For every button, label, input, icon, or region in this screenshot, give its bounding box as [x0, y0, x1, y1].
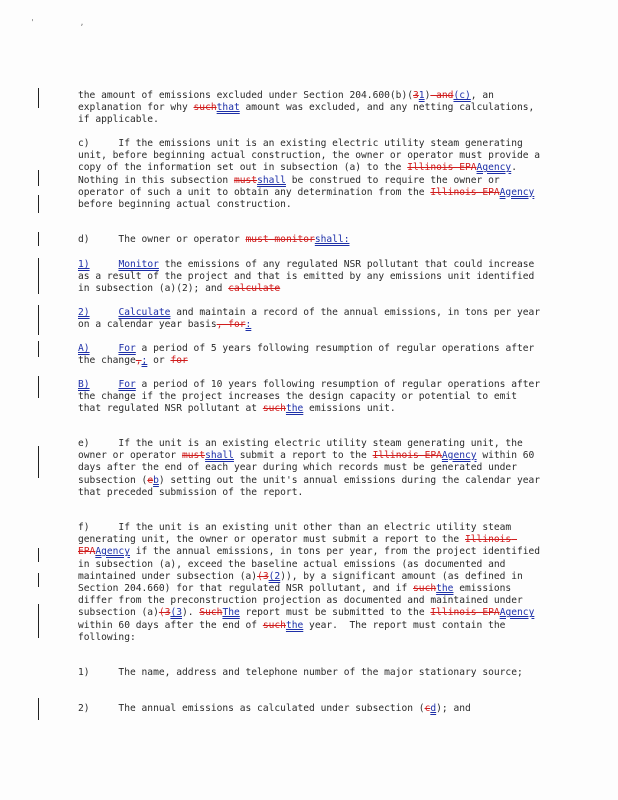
- inserted-text: b: [153, 474, 159, 486]
- change-bar: [38, 548, 39, 562]
- change-bar: [38, 698, 39, 720]
- inserted-text: Agency: [499, 186, 535, 198]
- deleted-text: must monitor: [245, 234, 315, 245]
- body-text: a period of 5 years following resumption of regular operations after the change: [78, 343, 541, 367]
- paragraph-f: [78, 522, 544, 644]
- body-text: a period of 10 years following resumption of regular operations after the change if the project increases the design capacity or potential to emit that regulated NSR pollutant at: [78, 379, 546, 415]
- body-text: c) If the emissions unit is an existing electric utility steam generating unit, before beginning actual construction, the owner or operator must provide a copy of the information set out in subsection (a) to the: [78, 138, 546, 174]
- inserted-text: Agency: [499, 607, 535, 619]
- paragraph-c: [78, 138, 544, 211]
- change-bar: [38, 305, 39, 335]
- deleted-text: and: [430, 90, 454, 101]
- paragraph-d-2-a: [78, 343, 544, 367]
- deleted-text: calculate: [228, 283, 281, 295]
- deleted-text: ,: [135, 355, 142, 367]
- paragraph-e: [78, 438, 544, 499]
- item-number: B): [78, 379, 90, 390]
- body-text: [90, 343, 119, 354]
- paragraph-continuation: [78, 90, 544, 127]
- inserted-text: shall: [257, 174, 286, 186]
- deleted-text: must: [233, 174, 258, 186]
- inserted-text: :: [245, 319, 252, 331]
- scan-marks: ' ,: [30, 18, 105, 27]
- body-text: the emissions of any regulated NSR pollutant that could increase as a result of the project and that is emitted by any emissions unit identified in subsection (a)(2); and: [78, 259, 541, 295]
- deleted-text: Such: [199, 607, 223, 619]
- body-text: ): [424, 90, 431, 101]
- inserted-text: Agency: [441, 450, 477, 462]
- body-text: year. The report must contain the following:: [78, 619, 512, 643]
- deleted-text: for: [170, 355, 188, 367]
- deleted-text: (3: [257, 570, 269, 582]
- inserted-text: For: [118, 343, 136, 354]
- body-text: . Nothing in this subsection: [78, 162, 529, 186]
- body-text: the amount of emissions excluded under Section 204.600(b)(: [78, 90, 414, 101]
- paragraph-d-1: [78, 259, 544, 296]
- change-bar: [38, 376, 39, 398]
- body-text: amount was excluded, and any netting calculations, if applicable.: [78, 102, 541, 126]
- item-number: A): [78, 343, 90, 354]
- inserted-text: (2: [268, 570, 281, 582]
- deleted-text: e: [147, 474, 154, 486]
- inserted-text: Agency: [476, 162, 512, 174]
- body-text: 1) The name, address and telephone number of the major stationary source;: [78, 667, 523, 678]
- inserted-text: the: [285, 619, 304, 631]
- deleted-text: Illinois EPA: [407, 162, 477, 174]
- body-text: emissions differ from the preconstruction projection as documented and maintained under subsection (a): [78, 583, 529, 619]
- change-bar: [38, 604, 39, 638]
- deleted-text: 3: [413, 90, 419, 101]
- body-text: d) The owner or operator: [78, 234, 246, 245]
- body-text: if the annual emissions, in tons per year, from the project identified in subsection (a), exceed the baseline actual emissions (as documented and maintained under subsection (a): [78, 546, 546, 582]
- change-bar: [38, 341, 39, 357]
- body-text: or: [147, 355, 171, 367]
- change-bar: [38, 446, 39, 478]
- deleted-text: Illinois EPA: [78, 534, 517, 558]
- body-text: [90, 379, 119, 390]
- item-number: 1): [78, 259, 90, 270]
- change-bar: [38, 170, 39, 186]
- inserted-text: Monitor: [118, 259, 159, 270]
- inserted-text: ;: [141, 355, 148, 367]
- body-text: within 60 days after the end of each year during which records must be generated under subsection (: [78, 450, 541, 486]
- body-text: submit a report to the: [233, 450, 373, 462]
- paragraph-f-2: [78, 703, 544, 715]
- change-bar: [38, 232, 39, 246]
- paragraph-d-2: [78, 307, 544, 331]
- body-text: ); and: [436, 703, 471, 714]
- body-text: [90, 259, 119, 270]
- inserted-text: that: [216, 102, 240, 114]
- deleted-text: Illinois EPA: [430, 186, 500, 198]
- inserted-text: Agency: [95, 546, 130, 558]
- inserted-text: (c): [453, 90, 471, 101]
- inserted-text: The: [222, 607, 240, 619]
- deleted-text: must: [181, 450, 206, 462]
- deleted-text: such: [262, 619, 286, 631]
- deleted-text: c: [424, 703, 431, 714]
- change-bar: [38, 88, 39, 108]
- inserted-text: 1: [418, 90, 425, 101]
- change-bar: [38, 258, 39, 294]
- inserted-text: (3: [170, 607, 182, 619]
- deleted-text: Illinois EPA: [372, 450, 442, 462]
- inserted-text: d: [430, 703, 437, 714]
- body-text: report must be submitted to the: [239, 607, 431, 619]
- inserted-text: For: [118, 379, 136, 390]
- inserted-text: Calculate: [118, 307, 171, 318]
- change-bar: [38, 573, 39, 587]
- deleted-text: , for: [216, 319, 246, 331]
- body-text: ) setting out the unit's annual emissions during the calendar year that preceded submission of the report.: [78, 474, 546, 498]
- body-text: [90, 307, 119, 318]
- paragraph-f-1: [78, 667, 544, 679]
- body-text: before beginning actual construction.: [78, 186, 541, 211]
- inserted-text: shall:: [314, 234, 350, 245]
- change-bar: [38, 195, 39, 213]
- paragraph-d: [78, 234, 544, 246]
- body-text: ).: [182, 607, 200, 619]
- deleted-text: such: [193, 102, 217, 114]
- deleted-text: Illinois EPA: [430, 607, 500, 619]
- inserted-text: shall: [205, 450, 234, 462]
- body-text: be construed to require the owner or operator of such a unit to obtain any determination from the: [78, 174, 506, 198]
- deleted-text: such: [262, 403, 286, 415]
- deleted-text: such: [413, 583, 437, 595]
- inserted-text: the: [436, 583, 454, 595]
- body-text: e) If the unit is an existing electric utility steam generating unit, the owner or operator: [78, 438, 529, 462]
- deleted-text: (3: [158, 607, 171, 619]
- item-number: 2): [78, 307, 90, 318]
- paragraph-d-2-b: [78, 379, 544, 416]
- body-text: within 60 days after the end of: [78, 607, 541, 631]
- body-text: emissions unit.: [303, 403, 396, 415]
- body-text: 2) The annual emissions as calculated under subsection (: [78, 703, 425, 714]
- inserted-text: the: [285, 403, 304, 415]
- body-text: )), by a significant amount (as defined in Section 204.660) for that regulated NSR pollutant, and if: [78, 570, 529, 595]
- body-text: and maintain a record of the annual emissions, in tons per year on a calendar year basis: [78, 307, 546, 331]
- body-text: , an explanation for why: [78, 90, 500, 114]
- body-text: f) If the unit is an existing unit other than an electric utility steam generating unit, the owner or operator must submit a report to the: [78, 522, 517, 546]
